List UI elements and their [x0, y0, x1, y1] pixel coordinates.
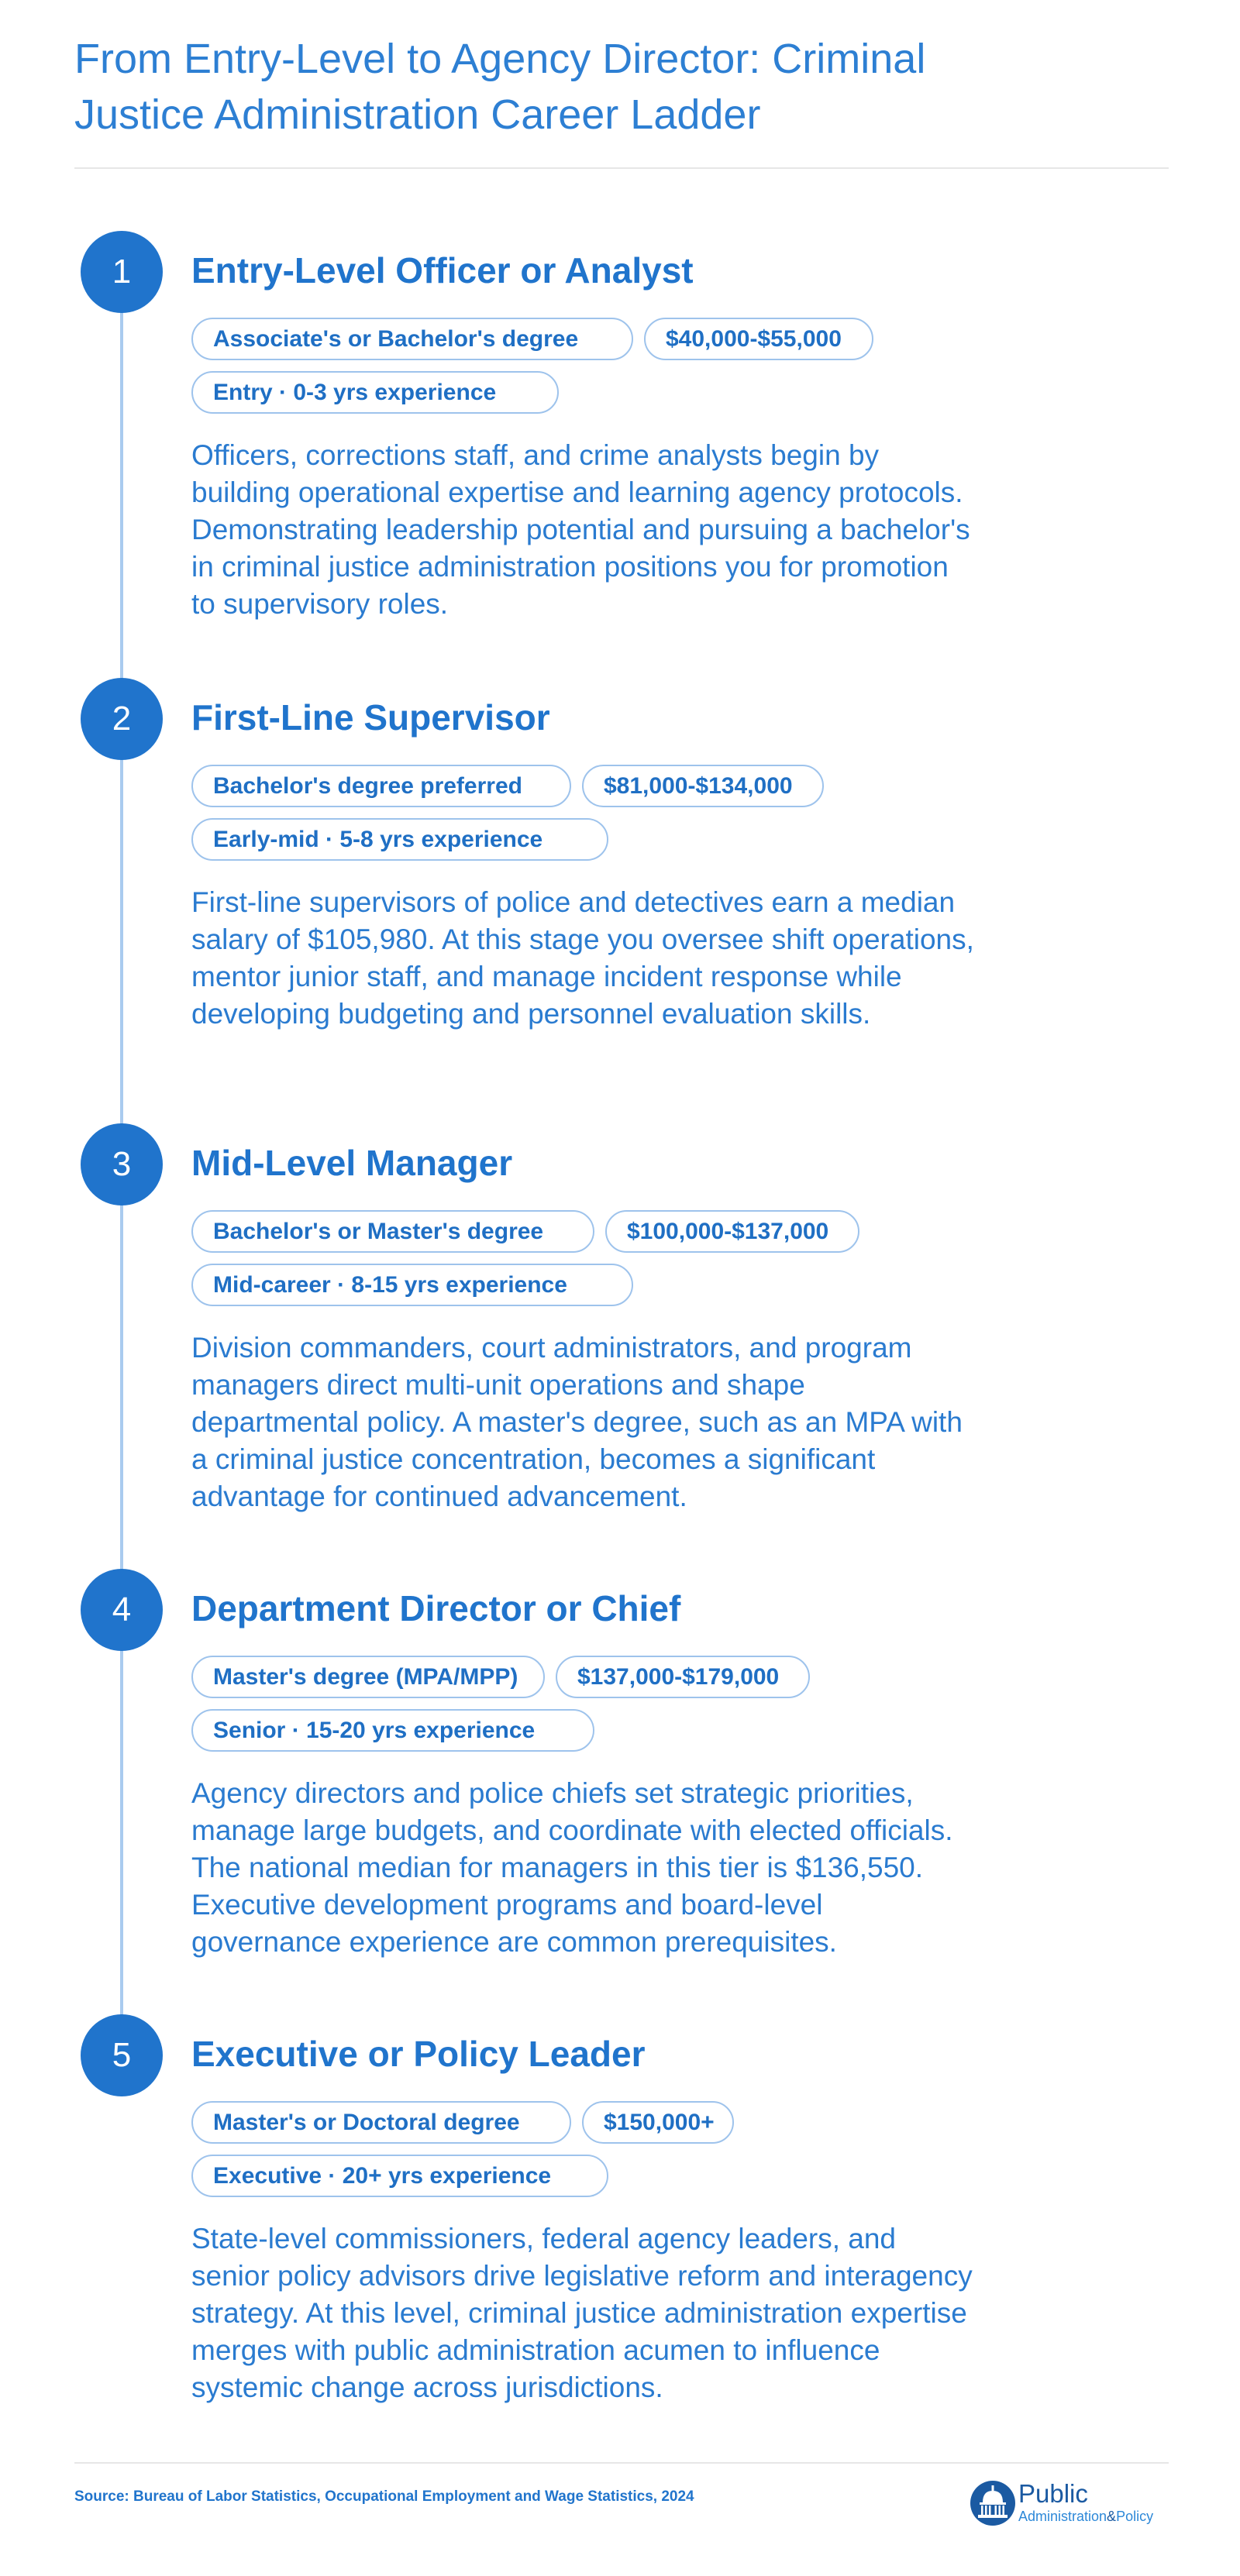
publisher-logo [969, 2476, 1178, 2530]
education-pill: Bachelor's or Master's degree [191, 1210, 594, 1253]
step-description: First-line supervisors of police and detectives earn a median salary of $105,980. At this stage you oversee shift operations, mentor junior staff, and manage incident response while developing budgeting and personnel evaluation skills. [191, 886, 974, 1030]
page-title: From Entry-Level to Agency Director: Criminal Justice Administration Career Ladder [74, 36, 926, 138]
footer-divider [74, 2462, 1169, 2464]
experience-pill: Mid-career · 8-15 yrs experience [191, 1264, 633, 1306]
header-divider [74, 167, 1169, 169]
step-number-badge: 5 [81, 2014, 163, 2096]
step-number-badge: 2 [81, 678, 163, 760]
step-description: Division commanders, court administrators, and program managers direct multi-unit operations and shape departmental policy. A master's degree, such as an MPA with a criminal justice concentration, becomes a significant advantage for continued advancement. [191, 1332, 963, 1512]
experience-pill: Entry · 0-3 yrs experience [191, 371, 559, 414]
education-pill: Associate's or Bachelor's degree [191, 318, 633, 360]
capitol-dome-icon [969, 2479, 1017, 2527]
education-pill: Master's degree (MPA/MPP) [191, 1656, 545, 1698]
education-pill: Master's or Doctoral degree [191, 2101, 571, 2144]
step-number-badge: 1 [81, 231, 163, 313]
logo-word-admin-policy: Administration&Policy [1018, 2509, 1154, 2524]
step-description: Officers, corrections staff, and crime analysts begin by building operational expertise and learning agency protocols. Demonstrating leadership potential and pursuing a bachelor's in criminal justice administration positions you for promotion to supervisory roles. [191, 439, 970, 620]
salary-pill: $150,000+ [582, 2101, 734, 2144]
source-citation: Source: Bureau of Labor Statistics, Occupational Employment and Wage Statistics, 2024 [74, 2488, 694, 2505]
step-title: Department Director or Chief [191, 1588, 681, 1628]
step-description: Agency directors and police chiefs set strategic priorities, manage large budgets, and coordinate with elected officials. The national median for managers in this tier is $136,550. Executive development programs and board-level governance experience are common prerequisites. [191, 1777, 953, 1958]
step-title: Executive or Policy Leader [191, 2034, 646, 2074]
experience-pill: Early-mid · 5-8 yrs experience [191, 818, 608, 861]
step-description: State-level commissioners, federal agency leaders, and senior policy advisors drive legislative reform and interagency strategy. At this level, criminal justice administration expertise merges with public administration acumen to influence systemic change across jurisdictions. [191, 2223, 973, 2403]
salary-pill: $40,000-$55,000 [644, 318, 873, 360]
step-title: Mid-Level Manager [191, 1143, 513, 1183]
salary-pill: $100,000-$137,000 [605, 1210, 859, 1253]
logo-word-public: Public [1018, 2479, 1088, 2508]
step-number-badge: 4 [81, 1569, 163, 1651]
step-number-badge: 3 [81, 1123, 163, 1205]
salary-pill: $81,000-$134,000 [582, 765, 824, 807]
salary-pill: $137,000-$179,000 [556, 1656, 810, 1698]
experience-pill: Executive · 20+ yrs experience [191, 2155, 608, 2197]
experience-pill: Senior · 15-20 yrs experience [191, 1709, 594, 1752]
education-pill: Bachelor's degree preferred [191, 765, 571, 807]
step-title: First-Line Supervisor [191, 697, 550, 738]
step-title: Entry-Level Officer or Analyst [191, 250, 694, 291]
